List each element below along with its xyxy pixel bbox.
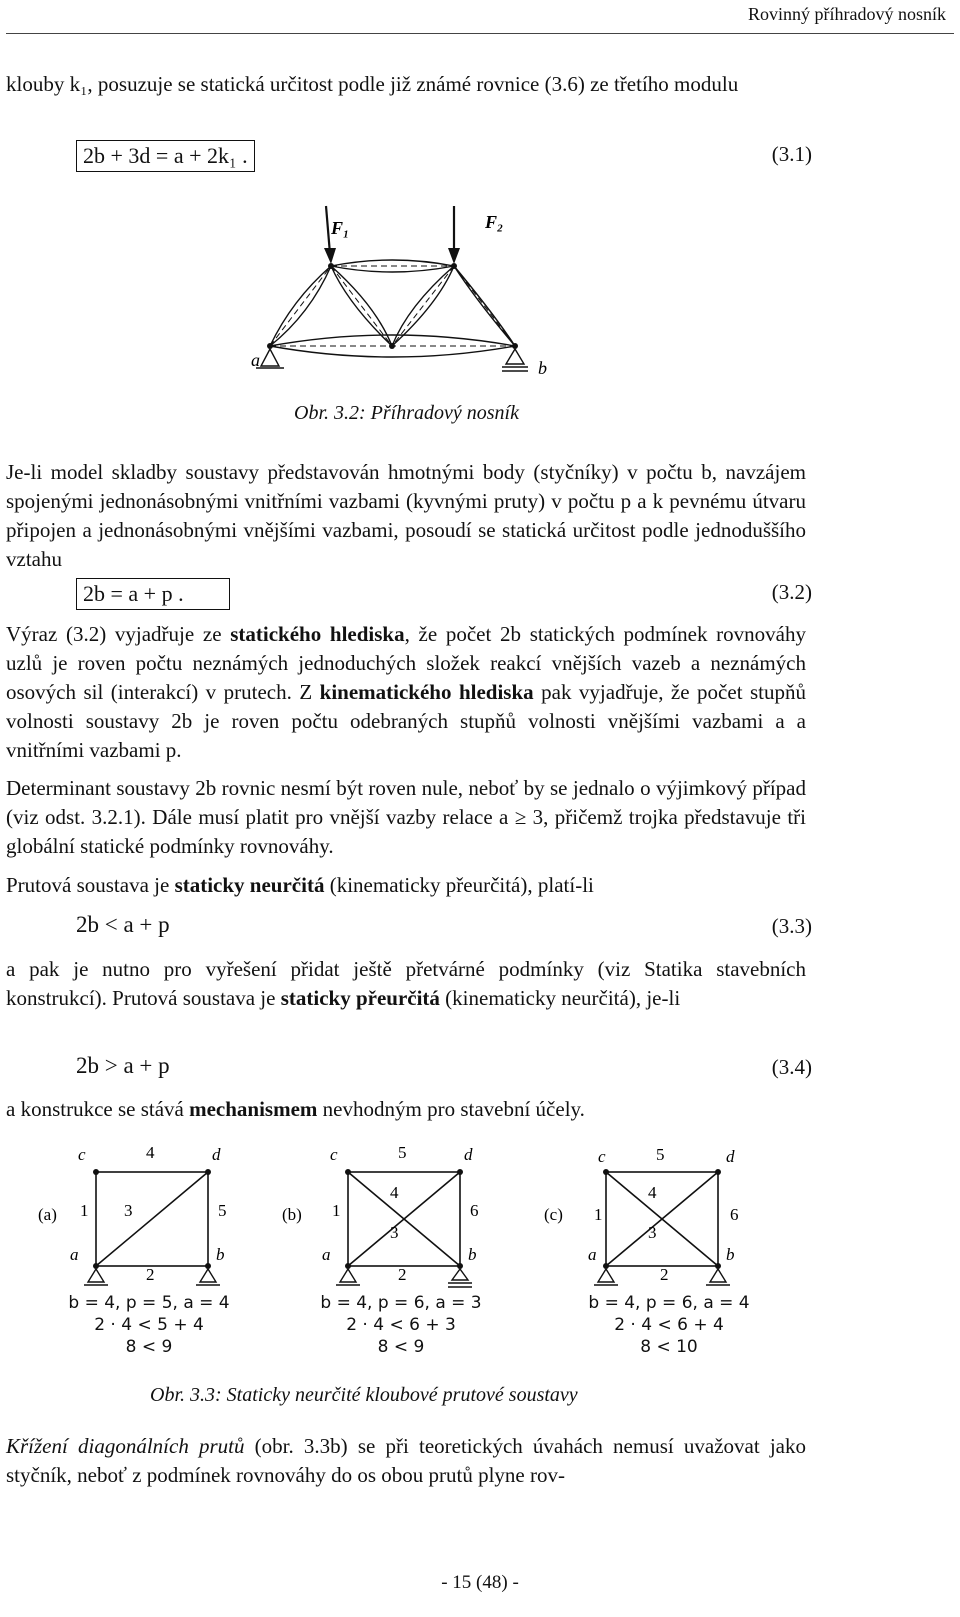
c-bar-6: 6 [730,1205,739,1224]
label-f1: F₁ [331,218,350,238]
roller-support-b [502,349,528,371]
a-node-c: c [78,1145,86,1164]
header-rule [6,33,954,34]
b-bar-6: 6 [470,1201,479,1220]
panel-c [544,1145,739,1285]
b-node-a: a [322,1245,331,1264]
a-bar-1: 1 [80,1201,89,1220]
b-bar-3: 3 [390,1223,399,1242]
b-tag: (b) [282,1205,302,1224]
a-bar-5: 5 [218,1201,227,1220]
b-bar-5: 5 [398,1143,407,1162]
b-node-b: b [468,1245,477,1264]
paragraph-indeterminate: Prutová soustava je staticky neurčitá (kinematicky přeurčitá), platí-li [6,873,594,897]
a-bar-4: 4 [146,1143,155,1162]
c-tag: (c) [544,1205,563,1224]
b-bar-4: 4 [390,1183,399,1202]
c-node-b: b [726,1245,735,1264]
label-support-a: a [251,350,260,370]
a-bar-2: 2 [146,1265,155,1284]
equation-number-3-2: (3.2) [771,580,812,604]
panel-a [38,1143,227,1285]
force-arrow-f2 [448,248,460,264]
b-bar-2: 2 [398,1265,407,1284]
c-node-a: a [588,1245,597,1264]
panel-c-calculation: b = 4, p = 6, a = 4 2 · 4 < 6 + 4 8 < 10 [588,1293,750,1357]
a-node-b: b [216,1245,225,1264]
equation-3-3: 2b < a + p [76,912,170,937]
equation-3-4: 2b > a + p [76,1053,170,1078]
b-node-c: c [330,1145,338,1164]
panel-b-calculation: b = 4, p = 6, a = 3 2 · 4 < 6 + 3 8 < 9 [320,1293,482,1357]
panel-b [282,1143,479,1287]
equation-3-1: 2b + 3d = a + 2k₁ . [76,140,255,172]
c-bar-1: 1 [594,1205,603,1224]
a-node-a: a [70,1245,79,1264]
paragraph-mechanism: a konstrukce se stává mechanismem nevhodným pro stavební účely. [6,1097,585,1121]
label-f2: F₂ [485,212,504,232]
paragraph-expression: Výraz (3.2) vyjadřuje ze statického hlediska, že počet 2b statických podmínek rovnováhy uzlů je roven počtu neznámých jednoduchých složek reakcí vnějších vazeb a neznámých osových sil (interakcí) v prutech. Z kinematického hlediska pak vyjadřuje, že počet stupňů volnosti soustavy 2b je roven počtu odebraných stupňů volnosti vnějšími vazbami a a vnitřními vazbami p. [6,622,806,762]
c-bar-4: 4 [648,1183,657,1202]
paragraph-diagonal-crossing: Křížení diagonálních prutů (obr. 3.3b) se při teoretických úvahách nemusí uvažovat jako styčník, neboť z podmínek rovnováhy do os obou prutů plyne rov- [6,1434,806,1487]
c-node-c: c [598,1147,606,1166]
figure-3-3-caption: Obr. 3.3: Staticky neurčité kloubové prutové soustavy [150,1384,578,1406]
page-number: - 15 (48) - [441,1572,519,1593]
truss-figure [230,196,590,396]
paragraph-determinant: Determinant soustavy 2b rovnic nesmí být roven nule, neboť by se jednalo o výjimkový případ (viz odst. 3.2.1). Dále musí platit pro vnější vazby relace a ≥ 3, přičemž trojka představuje tři globální statické podmínky rovnováhy. [6,776,806,858]
intro-paragraph: klouby k₁, posuzuje se statická určitost podle již známé rovnice (3.6) ze třetího modulu [6,72,739,96]
c-bar-2: 2 [660,1265,669,1284]
paragraph-additional-conditions: a pak je nutno pro vyřešení přidat ještě přetvárné podmínky (viz Statika stavebních konstrukcí). Prutová soustava je staticky přeurčitá (kinematicky neurčitá), je-li [6,957,806,1010]
label-support-b: b [538,358,547,378]
equation-number-3-4: (3.4) [771,1055,812,1079]
b-node-d: d [464,1145,473,1164]
a-bar-3: 3 [124,1201,133,1220]
equation-3-2: 2b = a + p . [76,578,230,610]
c-bar-5: 5 [656,1145,665,1164]
equation-number-3-3: (3.3) [771,914,812,938]
a-tag: (a) [38,1205,57,1224]
force-arrow-f1 [324,248,336,264]
c-node-d: d [726,1147,735,1166]
b-bar-1: 1 [332,1201,341,1220]
equation-number-3-1: (3.1) [771,142,812,166]
a-node-d: d [212,1145,221,1164]
figure-3-2-caption: Obr. 3.2: Příhradový nosník [294,402,519,424]
panel-a-calculation: b = 4, p = 5, a = 4 2 · 4 < 5 + 4 8 < 9 [68,1293,230,1357]
running-header: Rovinný příhradový nosník [748,4,946,24]
paragraph-model: Je-li model skladby soustavy představován hmotnými body (styčníky) v počtu b, navzájem spojenými jednonásobnými vnitřními vazbami (kyvnými pruty) v počtu p a k pevnému útvaru připojen a jednonásobnými vnějšími vazbami, posoudí se statická určitost podle jednoduššího vztahu [6,460,806,571]
c-bar-3: 3 [648,1223,657,1242]
pin-support-a [256,349,284,368]
